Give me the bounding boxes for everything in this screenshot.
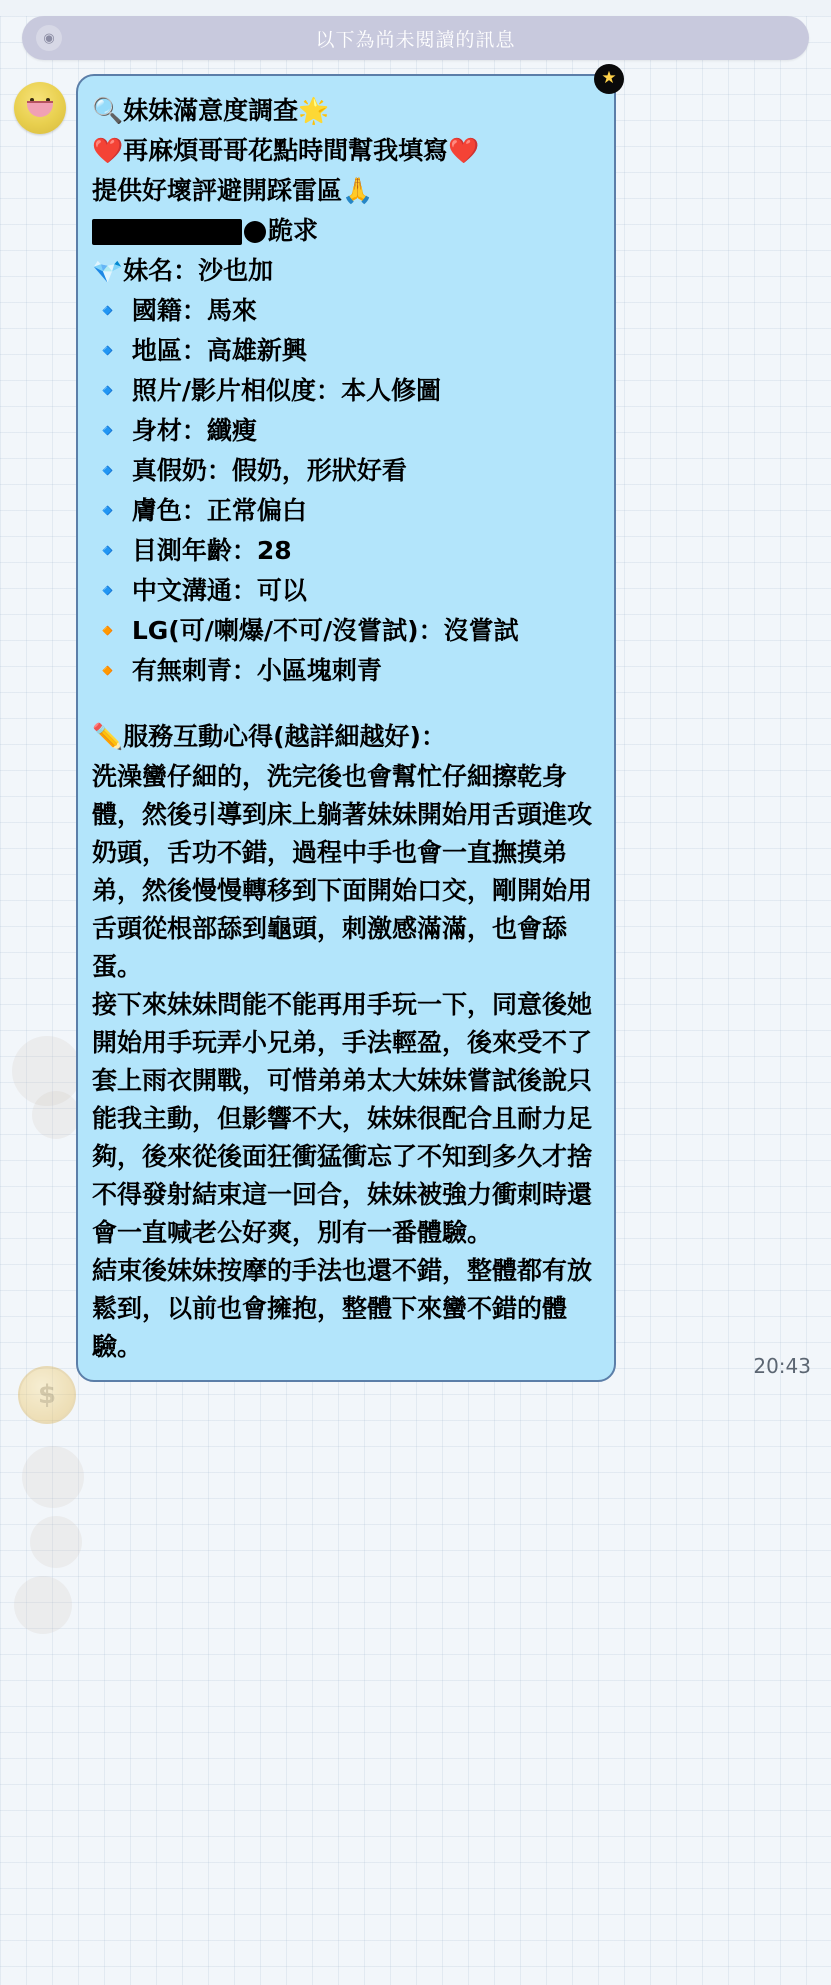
field-row: 🔹 地區：高雄新興: [92, 336, 307, 365]
field-bullet: 🔹: [92, 376, 124, 405]
eye-off-icon: ◉: [36, 25, 62, 51]
field-bullet: 🔹: [92, 536, 124, 565]
field-value: 假奶，形狀好看: [231, 456, 407, 485]
field-label: 有無刺青: [131, 656, 232, 685]
field-bullet: 🔸: [92, 656, 124, 685]
field-value: 纖瘦: [206, 416, 257, 445]
field-bullet: 🔹: [92, 416, 124, 445]
redacted-line: [92, 212, 600, 250]
field-value: 可以: [256, 576, 307, 605]
header-line-3: 提供好壞評避開踩雷區🙏: [92, 176, 374, 205]
field-row: 🔹 身材：纖瘦: [92, 416, 257, 445]
field-label: LG(可/喇爆/不可/沒嘗試): [131, 616, 419, 645]
field-row: 🔸 有無刺青：小區塊刺青: [92, 656, 382, 685]
review-paragraph: 洗澡蠻仔細的，洗完後也會幫忙仔細擦乾身體，然後引導到床上躺著妹妹開始用舌頭進攻奶頭，舌功不錯，過程中手也會一直撫摸弟弟，然後慢慢轉移到下面開始口交，剛開始用舌頭從根部舔到龜頭，刺激感滿滿，也會舔蛋。: [92, 762, 593, 981]
redacted-line-suffix: 跪求: [268, 216, 319, 245]
field-bullet: 🔹: [92, 336, 124, 365]
field-row: 🔹 目測年齡：28: [92, 536, 292, 565]
unread-divider-label: 以下為尚未閱讀的訊息: [315, 28, 516, 51]
chat-view: [0, 16, 831, 1388]
field-bullet: 🔹: [92, 456, 124, 485]
field-value: 28: [256, 536, 292, 565]
field-label: 照片/影片相似度: [131, 376, 316, 405]
field-label: 真假奶: [131, 456, 207, 485]
message-row: [0, 70, 831, 1388]
message-timestamp: 20:43: [753, 1354, 811, 1378]
crown-icon: ★: [594, 64, 624, 94]
header-line-2: ❤️再麻煩哥哥花點時間幫我填寫❤️: [92, 136, 480, 165]
avatar[interactable]: [14, 82, 66, 134]
field-label: 國籍: [131, 296, 182, 325]
field-value: 小區塊刺青: [256, 656, 382, 685]
field-bullet: 🔹: [92, 576, 124, 605]
field-label: 目測年齡: [131, 536, 232, 565]
field-row: 🔹 膚色：正常偏白: [92, 496, 307, 525]
spacer: [92, 692, 600, 718]
header-line-1: 🔍妹妹滿意度調查🌟: [92, 96, 330, 125]
field-row: 🔹 中文溝通：可以: [92, 576, 307, 605]
field-row: 🔹 國籍：馬來: [92, 296, 257, 325]
field-value: 馬來: [206, 296, 257, 325]
field-bullet: 🔹: [92, 296, 124, 325]
review-paragraph: 結束後妹妹按摩的手法也還不錯，整體都有放鬆到，以前也會擁抱，整體下來蠻不錯的體驗。: [92, 1256, 593, 1361]
avatar-mouth: [27, 101, 53, 117]
review-paragraph: 接下來妹妹問能不能再用手玩一下，同意後她開始用手玩弄小兄弟，手法輕盈，後來受不了套上雨衣開戰，可惜弟弟太大妹妹嘗試後說只能我主動，但影響不大，妹妹很配合且耐力足夠，後來從後面狂衝猛衝忘了不知到多久才捨不得發射結束這一回合，妹妹被強力衝刺時還會一直喊老公好爽，別有一番體驗。: [92, 990, 593, 1247]
field-value: 沒嘗試: [443, 616, 519, 645]
redaction-bar: [92, 219, 242, 245]
field-value: 正常偏白: [206, 496, 307, 525]
redaction-dot: [244, 221, 266, 243]
nickname-line: 💎妹名：沙也加: [92, 256, 274, 285]
field-bullet: 🔸: [92, 616, 124, 645]
review-header: ✏️服務互動心得(越詳細越好)：: [92, 722, 446, 751]
coin-icon: $: [18, 1366, 76, 1424]
decorative-blob-3: [22, 1446, 84, 1508]
message-bubble[interactable]: [76, 68, 617, 1382]
field-label: 膚色: [131, 496, 182, 525]
field-value: 高雄新興: [206, 336, 307, 365]
bubble-wrapper: [76, 68, 817, 1382]
unread-messages-divider: [22, 16, 809, 60]
decorative-blob-5: [14, 1576, 72, 1634]
field-value: 本人修圖: [341, 376, 442, 405]
field-row: 🔹 照片/影片相似度：本人修圖: [92, 376, 442, 405]
field-row: 🔹 真假奶：假奶，形狀好看: [92, 456, 407, 485]
field-label: 身材: [131, 416, 182, 445]
decorative-blob-4: [30, 1516, 82, 1568]
field-row: 🔸 LG(可/喇爆/不可/沒嘗試)：沒嘗試: [92, 616, 519, 645]
field-label: 中文溝通: [131, 576, 232, 605]
field-bullet: 🔹: [92, 496, 124, 525]
field-label: 地區: [131, 336, 182, 365]
